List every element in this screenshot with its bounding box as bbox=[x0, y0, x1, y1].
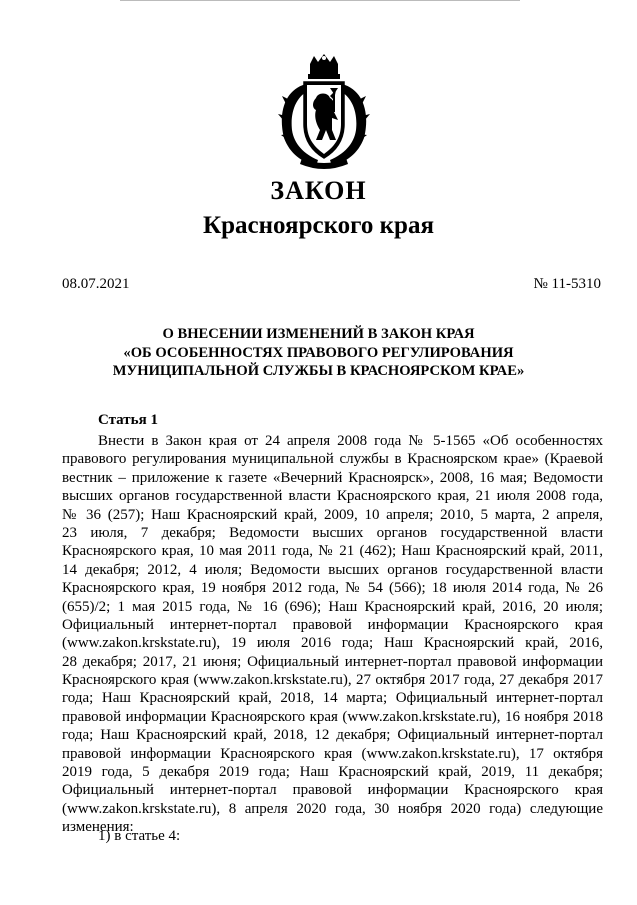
body-line: 2019 года, 5 декабря 2019 года; Наш Красноярский край, 2019, 11 декабря; bbox=[62, 764, 603, 781]
document-title: ЗАКОН bbox=[270, 176, 367, 205]
body-line: высших органов государственной власти Красноярского края, 21 июля 2008 года, bbox=[62, 488, 603, 505]
body-line: Красноярского края (www.zakon.krskstate.ru), 27 октября 2017 года, 27 декабря 2017 bbox=[62, 672, 603, 689]
body-line: правовой информации Красноярского края (www.zakon.krskstate.ru), 16 ноября 2018 bbox=[62, 708, 603, 725]
body-line: 28 декабря; 2017, 21 июня; Официальный интернет-портал правовой информации bbox=[62, 653, 603, 670]
body-line: вестник – приложение к газете «Вечерний Красноярск», 2008, 16 мая; Ведомости bbox=[62, 469, 603, 486]
article-title: Статья 1 bbox=[98, 412, 158, 428]
heading-line: МУНИЦИПАЛЬНОЙ СЛУЖБЫ В КРАСНОЯРСКОМ КРАЕ» bbox=[112, 363, 525, 379]
body-line: Официальный интернет-портал правовой информации Красноярского края bbox=[62, 782, 603, 799]
body-line: (www.zakon.krskstate.ru), 19 июля 2016 года; Наш Красноярский край, 2016, bbox=[62, 635, 603, 652]
document-number: № 11-5310 bbox=[533, 276, 601, 292]
heading-line: О ВНЕСЕНИИ ИЗМЕНЕНИЙ В ЗАКОН КРАЯ bbox=[162, 326, 475, 342]
body-line: (www.zakon.krskstate.ru), 8 апреля 2020 года, 30 ноября 2020 года) следующие bbox=[62, 800, 603, 817]
body-line: года; Наш Красноярский край, 2018, 14 марта; Официальный интернет-портал bbox=[62, 690, 603, 707]
body-line: правовой информации Красноярского края (www.zakon.krskstate.ru), 17 октября bbox=[62, 745, 603, 762]
law-heading bbox=[0, 325, 637, 381]
scan-edge-line bbox=[120, 0, 520, 1]
heading-line: «ОБ ОСОБЕННОСТЯХ ПРАВОВОГО РЕГУЛИРОВАНИЯ bbox=[123, 344, 514, 361]
body-line: (655)/2; 1 мая 2015 года, № 16 (696); Наш Красноярский край, 2016, 20 июля; bbox=[62, 598, 603, 615]
document-subtitle: Красноярского края bbox=[203, 212, 434, 239]
krasnoyarsk-coat-of-arms-icon bbox=[276, 54, 372, 170]
body-line: 14 декабря; 2012, 4 июля; Ведомости высших органов государственной власти bbox=[62, 561, 603, 578]
article-body bbox=[62, 432, 603, 837]
body-line: изменения: bbox=[62, 819, 134, 836]
body-line: Красноярского края, 19 ноября 2012 года, № 54 (566); 18 июля 2014 года, № 26 bbox=[62, 580, 603, 597]
body-line: Красноярского края, 10 мая 2011 года, № 21 (462); Наш Красноярский край, 2011, bbox=[62, 543, 603, 560]
document-date: 08.07.2021 bbox=[62, 276, 130, 292]
body-line: 23 июля, 7 декабря; Ведомости высших органов государственной власти bbox=[62, 524, 603, 541]
body-line: года; Наш Красноярский край, 2018, 12 декабря; Официальный интернет-портал bbox=[62, 727, 603, 744]
body-line: № 36 (257); Наш Красноярский край, 2009, 10 апреля; 2010, 5 марта, 2 апреля, bbox=[62, 506, 603, 523]
body-line: Официальный интернет-портал правовой информации Красноярского края bbox=[62, 616, 603, 633]
body-line: правового регулирования муниципальной службы в Красноярском крае» (Краевой bbox=[62, 451, 603, 468]
body-line: Внести в Закон края от 24 апреля 2008 года № 5-1565 «Об особенностях bbox=[98, 433, 603, 449]
list-item: 1) в статье 4: bbox=[98, 828, 181, 844]
